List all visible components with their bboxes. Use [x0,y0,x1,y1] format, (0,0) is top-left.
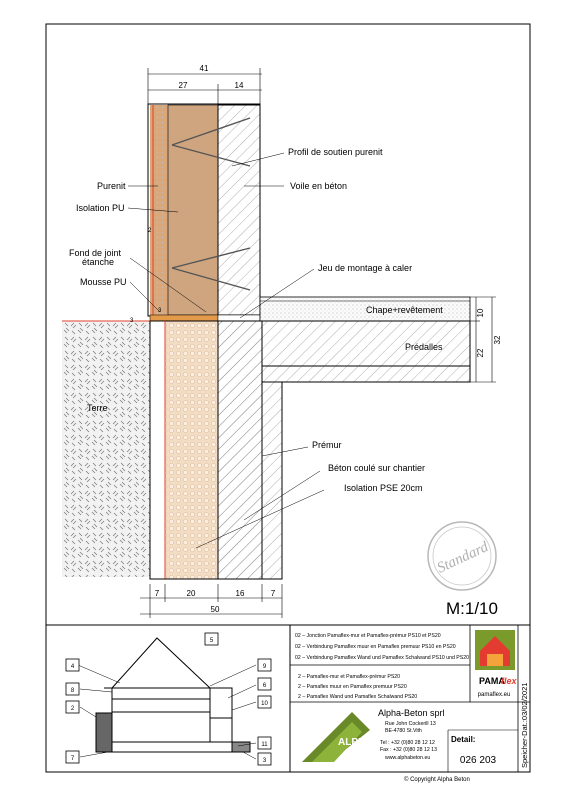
label-beton-coule: Béton coulé sur chantier [328,463,426,473]
key-number-2: 2 [70,706,75,712]
label-isolation-pu: Isolation PU [76,203,125,213]
pamaflex-logo [475,630,518,698]
company-address-1: Rue John Cockerill 13 [385,721,436,727]
key-number-7: 7 [70,756,75,762]
company-fax: Fax : +32 (0)80 28 12 13 [380,747,437,753]
dim-small-3b: 3 [130,318,134,324]
dim-top-left: 27 [178,81,188,90]
key-number-9: 9 [262,664,267,670]
company-tel: Tel : +32 (0)80 28 12 12 [380,740,435,746]
scale-label: M:1/10 [446,599,498,618]
detail-number: 026 203 [459,755,497,766]
dim-small-2: 2 [148,228,152,234]
label-purenit: Purenit [97,181,126,191]
pamaflex-logo-text-1: PAMA [479,676,505,686]
alpha-beton-logo [302,712,372,762]
dim-bottom-7a: 7 [154,589,160,598]
key-number-6: 6 [262,683,267,689]
upper-wall [148,104,260,321]
label-profil: Profil de soutien purenit [288,147,383,157]
label-predalles: Prédalles [405,342,443,352]
house-key-diagram [96,638,250,752]
pamaflex-logo-text-2: flex [501,676,517,686]
standard-stamp-text: Standard [434,539,491,577]
pamaflex-website: pamaflex.eu [477,692,511,698]
legend-top-row-1: 02 – Jonction Pamaflex-mur et Pamaflex-prémur PS10 et PS20 [295,633,441,639]
save-date: Speicher-Dat.:03/02/2021 [520,682,529,768]
legend-bottom-row-1: 2 – Pamaflex-mur et Pamaflex-prémur PS20 [298,674,401,680]
label-mousse: Mousse PU [80,277,127,287]
legend-top-row-2: 02 – Verbindung Pamaflex muur en Pamaflex premuur PS10 en PS20 [295,644,456,650]
company-name: Alpha-Beton sprl [378,708,445,718]
dim-bottom-20: 20 [186,589,196,598]
key-number-5: 5 [209,638,214,644]
dim-small-3a: 3 [158,308,162,314]
soil [62,321,150,577]
dim-right-22: 22 [476,348,485,358]
key-number-3: 3 [262,758,267,764]
label-terre: Terre [87,403,108,413]
dim-bottom-total: 50 [210,605,220,614]
label-jeu: Jeu de montage à caler [318,263,413,273]
legend-bottom-row-2: 2 – Pamaflex muur en Pamaflex premuur PS20 [298,684,407,690]
dim-right-32: 32 [493,335,502,345]
alpha-logo-text: ALPHA [338,737,373,748]
premur-outer-skin [150,321,165,579]
label-fond-joint-2: étanche [82,257,115,267]
dim-bottom-16: 16 [235,589,245,598]
company-web: www.alphabeton.eu [385,755,431,761]
key-number-4: 4 [70,664,75,670]
label-voile: Voile en béton [290,181,348,191]
dim-top-right: 14 [234,81,244,90]
lower-wall [62,321,282,579]
legend-bottom-row-3: 2 – Pamaflex Wand und Pamaflex Schalwand PS20 [298,694,418,700]
label-chape: Chape+revêtement [366,305,443,315]
label-isolation-pse: Isolation PSE 20cm [344,483,423,493]
dim-bottom-7b: 7 [270,589,276,598]
pu-insulation [168,105,218,315]
detail-label: Detail: [451,735,476,744]
legend-top-row-3: 02 – Verbindung Pamaflex Wand und Pamaflex Schalwand PS10 und PS20 [295,655,469,661]
key-number-10: 10 [261,701,268,707]
dim-right-10: 10 [476,308,485,318]
standard-stamp [428,522,496,590]
key-number-8: 8 [70,688,75,694]
label-fond-joint-1: Fond de joint [69,248,122,258]
key-number-11: 11 [261,742,268,748]
dim-top-total: 41 [199,64,209,73]
cast-concrete [218,321,262,579]
mousse-pu [150,315,218,321]
copyright: © Copyright Alpha Beton [404,777,470,783]
eps-insulation [165,321,218,579]
company-address-2: BE-4780 St.Vith [385,728,422,734]
concrete-wall-upper [218,105,260,315]
label-premur: Prémur [312,440,342,450]
